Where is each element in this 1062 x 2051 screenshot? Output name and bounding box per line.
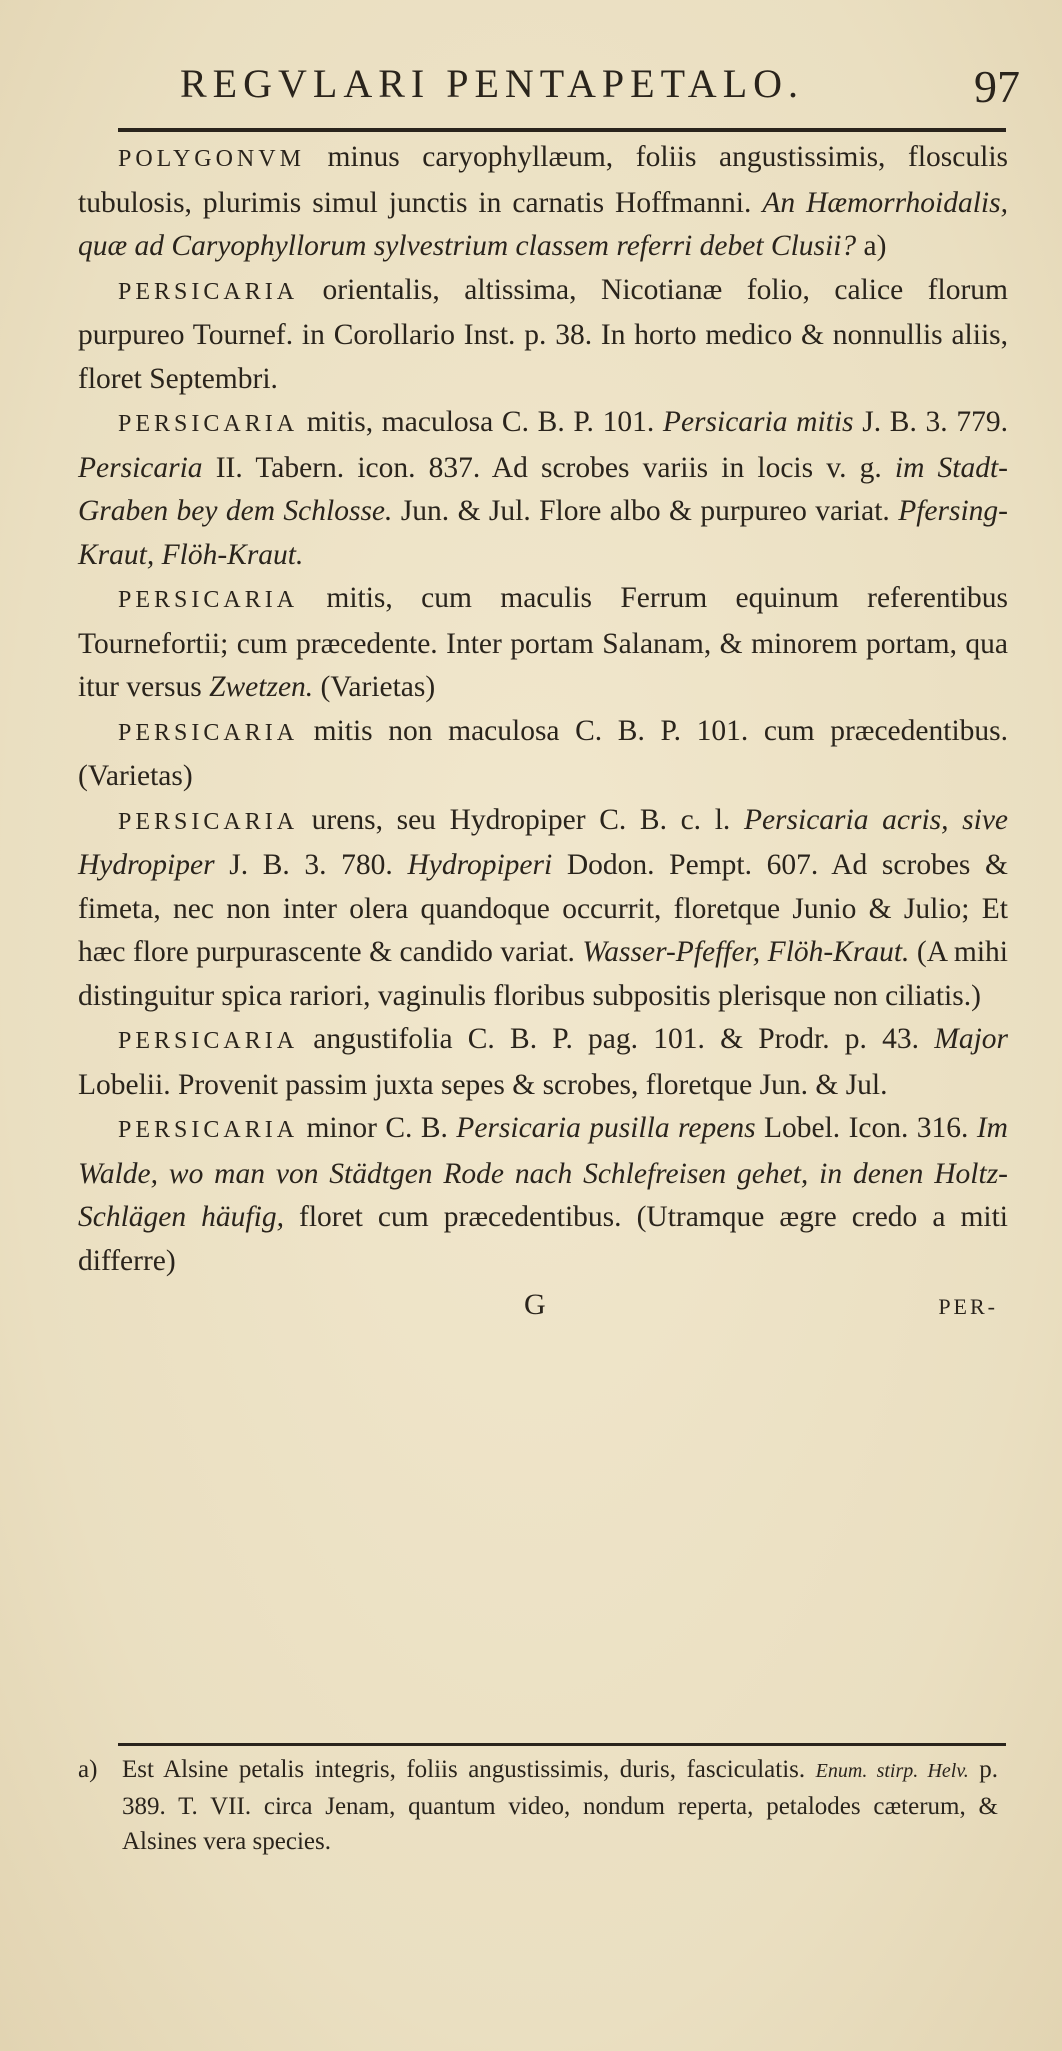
signature-line [78, 1283, 1008, 1327]
italic-text: An Hæmorrhoidalis, quæ ad Caryophyllorum sylvestrium classem referri debet Clusii? [78, 186, 1008, 262]
footnote [78, 1752, 998, 1859]
entry-paragraph [78, 1018, 1008, 1107]
entry-term: PERSICARIA [118, 278, 299, 305]
footnote-rule [118, 1743, 1006, 1746]
roman-text: orientalis, altissima, Nicotianæ folio, calice florum purpureo Tournef. in Corollario Inst. p. 38. In horto medico & nonnullis aliis, floret Septembri. [78, 273, 1008, 395]
main-text [78, 136, 1008, 1327]
italic-text: Hydropiperi [407, 849, 553, 881]
entry-term: PERSICARIA [118, 1028, 299, 1054]
page-header [120, 60, 1020, 124]
italic-text: Zwetzen. [209, 671, 314, 703]
roman-text: (Varietas) [313, 671, 436, 703]
entry-paragraph [78, 577, 1008, 710]
italic-text: Pfersing-Kraut, Flöh-Kraut. [78, 495, 1008, 571]
italic-text: Persicaria [78, 451, 203, 484]
entry-paragraph [78, 1107, 1008, 1283]
entry-paragraph [78, 710, 1008, 799]
italic-text: Im Walde, wo man von Städtgen Rode nach Schlefreisen gehet, in denen Holtz-Schlägen häufig, [78, 1112, 1008, 1233]
entries-list [78, 136, 1008, 1283]
roman-text: floret cum præcedentibus. (Utramque ægre credo a miti differre) [78, 1201, 1008, 1277]
roman-text: J. B. 3. 779. [853, 406, 1008, 438]
roman-text: (A mihi distinguitur spica rariori, vaginulis floribus subpositis plerisque non ciliatis.) [78, 936, 1008, 1012]
roman-text: Lobel. Icon. 316. [755, 1112, 977, 1144]
italic-text: Persicaria acris, sive Hydropiper [78, 803, 1009, 881]
page-number: 97 [974, 61, 1020, 112]
header-rule [118, 128, 1006, 132]
roman-text: Lobelii. Provenit passim juxta sepes & scrobes, floretque Jun. & Jul. [78, 1068, 888, 1101]
roman-text: minor C. B. [298, 1112, 457, 1144]
catchword: PER- [938, 1294, 998, 1319]
roman-text: II. Tabern. icon. 837. Ad scrobes variis in locis v. g. [202, 451, 895, 484]
roman-text: minus caryophyllæum, foliis angustissimis, flosculis tubulosis, plurimis simul junctis in carnatis Hoffmanni. [78, 141, 1008, 219]
footnote-roman-text: Est Alsine petalis integris, foliis angustissimis, duris, fasciculatis. [122, 1756, 816, 1783]
entry-term: PERSICARIA [118, 587, 299, 613]
footnote-citation: Enum. stirp. Helv. [815, 1760, 969, 1782]
roman-text: urens, seu Hydropiper C. B. c. l. [298, 803, 744, 836]
footnote-mark: a) [78, 1756, 98, 1783]
running-title: REGVLARI PENTAPETALO. [180, 61, 805, 106]
italic-text: Wasser-Pfeffer, Flöh-Kraut. [582, 936, 910, 968]
italic-text: Major [934, 1023, 1008, 1055]
entry-term: POLYGONVM [118, 146, 305, 172]
signature-mark: G [524, 1288, 546, 1321]
roman-text: Jun. & Jul. Flore albo & purpureo variat. [392, 495, 899, 527]
italic-text: im Stadt-Graben bey dem Schlosse. [78, 451, 1009, 527]
entry-paragraph [78, 136, 1008, 269]
italic-text: Persicaria mitis [662, 406, 854, 438]
entry-term: PERSICARIA [118, 1117, 299, 1143]
italic-text: Persicaria pusilla repens [456, 1112, 756, 1144]
footnote-roman-text: p. 389. T. VII. circa Jenam, quantum video, nondum reperta, petalodes cæterum, & Alsines vera species. [122, 1756, 999, 1855]
entry-paragraph [78, 401, 1008, 577]
entry-paragraph [78, 269, 1008, 402]
roman-text: mitis, cum maculis Ferrum equinum referentibus Tournefortii; cum præcedente. Inter portam Salanam, & minorem portam, qua itur versus [78, 582, 1008, 703]
roman-text: mitis non maculosa C. B. P. 101. cum præcedentibus. (Varietas) [78, 714, 1008, 792]
roman-text: angustifolia C. B. P. pag. 101. & Prodr. p. 43. [298, 1023, 935, 1055]
footnote-text [78, 1752, 998, 1859]
roman-text: a) [856, 230, 887, 262]
entry-term: PERSICARIA [118, 411, 299, 437]
entry-paragraph [78, 799, 1008, 1019]
roman-text: Dodon. Pempt. 607. Ad scrobes & fimeta, nec non inter olera quandoque occurrit, floretque Junio & Julio; Et hæc flore purpurascente & candido variat. [78, 849, 1008, 968]
roman-text: mitis, maculosa C. B. P. 101. [298, 406, 663, 438]
entry-term: PERSICARIA [118, 719, 299, 746]
entry-term: PERSICARIA [118, 808, 299, 835]
roman-text: J. B. 3. 780. [214, 849, 408, 881]
